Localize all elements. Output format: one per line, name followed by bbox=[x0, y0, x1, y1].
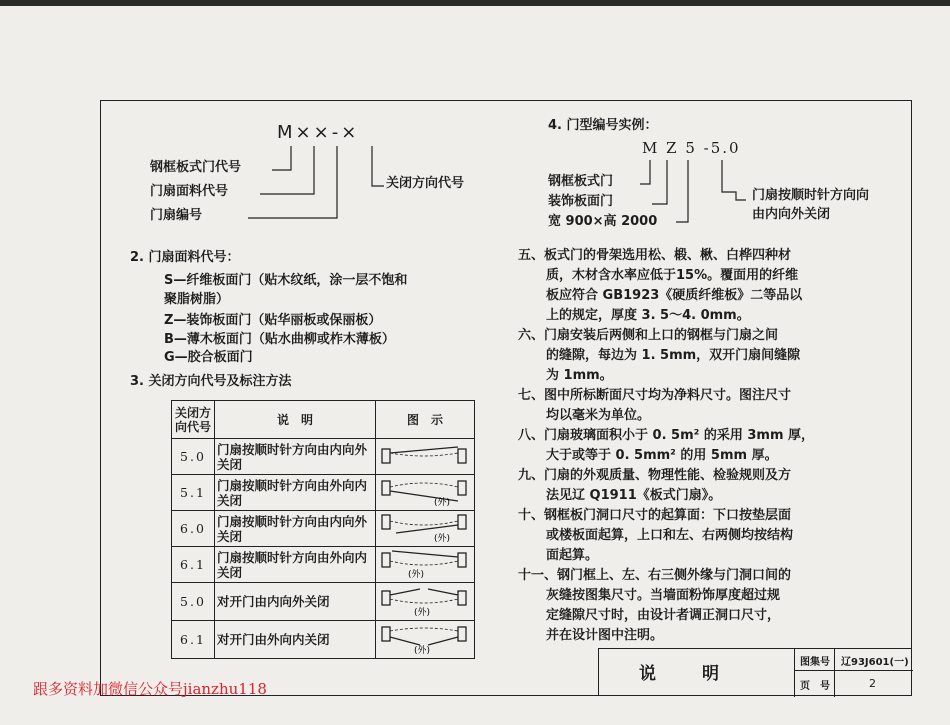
closing-label: 关闭方向代号 bbox=[386, 176, 465, 191]
note-line: 并在设计图中注明。 bbox=[546, 628, 664, 643]
row-code: 6.0 bbox=[172, 511, 215, 547]
note-line: 八、门扇玻璃面积小于 0. 5m² 的采用 3mm 厚， bbox=[518, 428, 815, 443]
example-label-2: 装饰板面门 bbox=[548, 194, 614, 209]
section2-line-3: Z—装饰板面门（贴华丽板或保丽板） bbox=[164, 313, 382, 328]
outside-tag: (外) bbox=[434, 498, 451, 507]
section2-line-1: S—纤维板面门（贴木纹纸，涂一层不饱和 bbox=[164, 273, 408, 288]
col-header-fig: 图 示 bbox=[376, 401, 475, 439]
row-code: 5.0 bbox=[172, 583, 215, 621]
row-desc: 对开门由内向外关闭 bbox=[215, 583, 376, 621]
row-desc: 门扇按顺时针方向由外向内关闭 bbox=[215, 547, 376, 583]
code-label-1: 钢框板式门代号 bbox=[150, 160, 242, 175]
outside-tag: (外) bbox=[414, 608, 431, 617]
section2-heading: 2. 门扇面料代号： bbox=[130, 250, 240, 265]
row-code: 6.1 bbox=[172, 621, 215, 659]
note-line: 上的规定，厚度 3. 5～4. 0mm。 bbox=[546, 308, 750, 323]
note-line: 或楼板面起算，上口和左、右两侧均按结构 bbox=[546, 528, 794, 543]
note-line: 质，木材含水率应低于15%。覆面用的纤维 bbox=[546, 268, 799, 283]
code-label-3: 门扇编号 bbox=[150, 208, 203, 223]
note-line: 五、板式门的骨架选用松、椴、楸、白桦四种材 bbox=[518, 248, 792, 263]
note-line: 七、图中所标断面尺寸均为净料尺寸。图注尺寸 bbox=[518, 388, 792, 403]
row-desc: 对开门由外向内关闭 bbox=[215, 621, 376, 659]
outside-tag: (外) bbox=[414, 646, 431, 655]
note-line: 大于或等于 0. 5mm² 的用 5mm 厚。 bbox=[546, 448, 778, 463]
row-code: 5.1 bbox=[172, 475, 215, 511]
page-label: 页 号 bbox=[800, 681, 830, 692]
section2-line-5: G—胶合板面门 bbox=[164, 350, 253, 365]
outside-tag: (外) bbox=[434, 534, 451, 543]
note-line: 面起算。 bbox=[546, 548, 599, 563]
row-code: 5.0 bbox=[172, 439, 215, 475]
note-line: 定缝隙尺寸时，由设计者调正洞口尺寸， bbox=[546, 608, 781, 623]
title-block bbox=[598, 648, 912, 696]
page-value: 2 bbox=[869, 677, 876, 690]
row-desc: 门扇按顺时针方向由内向外关闭 bbox=[215, 511, 376, 547]
title-text: 说 明 bbox=[639, 664, 723, 684]
note-line: 为 1mm。 bbox=[546, 368, 613, 383]
note-line: 法见辽 Q1911《板式门扇》。 bbox=[546, 488, 722, 503]
watermark-text: 跟多资料加微信公众号jianzhu118 bbox=[33, 680, 267, 698]
example-code: M Z 5 -5.0 bbox=[642, 139, 741, 157]
code-label-2: 门扇面料代号 bbox=[150, 184, 229, 199]
example-heading: 4. 门型编号实例： bbox=[548, 118, 658, 133]
atlas-value: 辽93J601(一) bbox=[841, 657, 909, 668]
atlas-label: 图集号 bbox=[800, 657, 830, 668]
example-direction-2: 由内向外关闭 bbox=[752, 207, 831, 222]
note-line: 九、门扇的外观质量、物理性能、检验规则及方 bbox=[518, 468, 792, 483]
note-line: 灰缝按图集尺寸。当墙面粉饰厚度超过规 bbox=[546, 588, 781, 603]
note-line: 的缝隙，每边为 1. 5mm，双开门扇间缝隙 bbox=[546, 348, 801, 363]
note-line: 十、钢框板门洞口尺寸的起算面：下口按垫层面 bbox=[518, 508, 792, 523]
note-line: 板应符合 GB1923《硬质纤维板》二等品以 bbox=[546, 288, 803, 303]
section3-heading: 3. 关闭方向代号及标注方法 bbox=[130, 374, 292, 389]
row-desc: 门扇按顺时针方向由外向内关闭 bbox=[215, 475, 376, 511]
example-label-3: 宽 900×高 2000 bbox=[548, 214, 658, 229]
outside-tag: (外) bbox=[408, 570, 425, 579]
example-label-1: 钢框板式门 bbox=[548, 174, 614, 189]
example-direction-1: 门扇按顺时针方向向 bbox=[752, 188, 870, 203]
note-line: 十一、钢门框上、左、右三侧外缘与门洞口间的 bbox=[518, 568, 792, 583]
col-header-desc: 说 明 bbox=[215, 401, 376, 439]
row-desc: 门扇按顺时针方向由内向外关闭 bbox=[215, 439, 376, 475]
col-header-code: 关闭方向代号 bbox=[172, 401, 215, 439]
section2-line-4: B—薄木板面门（贴水曲柳或柞木薄板） bbox=[164, 332, 395, 347]
section2-line-2: 聚脂树脂） bbox=[164, 292, 230, 307]
code-format: M××-× bbox=[277, 122, 360, 143]
note-line: 六、门扇安装后两侧和上口的钢框与门扇之间 bbox=[518, 328, 779, 343]
note-line: 均以毫米为单位。 bbox=[546, 408, 651, 423]
row-code: 6.1 bbox=[172, 547, 215, 583]
